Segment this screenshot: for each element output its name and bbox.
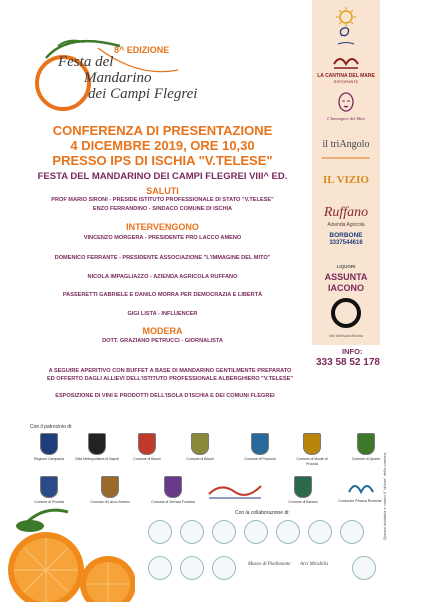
patron-crest: [281, 476, 325, 505]
crest-icon: [40, 476, 58, 498]
patron-graphic-icon: [205, 480, 265, 500]
triangolo-line-icon: [320, 155, 372, 161]
vizio-label: IL VIZIO: [323, 174, 369, 186]
info-label: INFO:: [342, 347, 363, 356]
partner-logo-icon: [180, 520, 204, 544]
iacono-label: IACONO: [328, 283, 364, 293]
partner-logo-icon: [244, 520, 268, 544]
crest-icon: [191, 433, 209, 455]
edition-label: 8^ EDIZIONE: [114, 45, 170, 55]
partner-logo-icon: [148, 520, 172, 544]
crest-icon: [164, 476, 182, 498]
intervento-item: VINCENZO MORGERA - PRESIDENTE PRO LACCO AMENO: [83, 235, 242, 241]
exhibition-note: ESPOSIZIONE DI VINI E PRODOTTI DELL'ISOLA D'ISCHIA E DEI COMUNI FLEGREI: [55, 393, 275, 399]
crest-icon: [303, 433, 321, 455]
partner-logo-icon: [212, 520, 236, 544]
patron-caption: Comune di Serrara Fontana: [151, 500, 195, 504]
saluti-heading: SALUTI: [146, 186, 179, 196]
modera-heading: MODERA: [142, 326, 183, 336]
ruffano-sub: Azienda Agricola: [327, 222, 365, 228]
patron-caption: Regione Campania: [34, 457, 64, 461]
patron-caption: Comune di Quarto: [351, 457, 381, 461]
patron-crest: [75, 433, 119, 462]
partner-logo-icon: [352, 556, 376, 580]
crest-icon: [251, 433, 269, 455]
saluti-item: ENZO FERRANDINO - SINDACO COMUNE DI ISCHIA: [92, 206, 233, 212]
mandarin-oranges-icon: [0, 500, 135, 602]
partner-wordmark: Museo di Piedimonte: [248, 562, 291, 567]
triangolo-label: il triAngolo: [322, 139, 370, 150]
ruffano-label: Ruffano: [323, 205, 369, 220]
event-name-line1: Festa del: [58, 54, 114, 70]
event-name-line2: Mandarino: [84, 70, 152, 86]
partner-logo-icon: [180, 556, 204, 580]
collaboration-label: Con la collaborazione di:: [235, 510, 290, 516]
crest-icon: [294, 476, 312, 498]
conference-datetime: 4 DICEMBRE 2019, ORE 10,30: [70, 138, 255, 153]
assunta-label: ASSUNTA: [324, 272, 368, 282]
event-name-line3: dei Campi Flegrei: [88, 86, 198, 102]
partner-logo-icon: [340, 520, 364, 544]
patron-caption: Comune di Lacco Ameno: [90, 500, 130, 504]
borbone-label: BORBONE: [329, 232, 363, 239]
sun-spiral-icon: [328, 6, 364, 48]
intervento-item: NICOLA IMPAGLIAZZO - AZIENDA AGRICOLA RUFFANO: [87, 274, 238, 280]
partner-wordmark: Arci Mirabilis: [300, 562, 329, 567]
patron-crest: [178, 433, 222, 462]
partner-logo-icon: [212, 556, 236, 580]
patron-crest: [344, 433, 388, 462]
crest-icon: [138, 433, 156, 455]
patron-caption: Comune di Barano: [288, 500, 318, 504]
cantina-del-mare-icon: [332, 50, 360, 70]
patron-caption: Comune di Bacoli: [186, 457, 214, 461]
info-phone: 333 58 52 178: [316, 357, 380, 368]
patron-caption: Comune di Bacoli: [133, 457, 161, 461]
buffet-line: ED OFFERTO DAGLI ALLIEVI DELL'ISTITUTO PROFESSIONALE ALBERGHIERO "V.TELESE": [46, 376, 294, 382]
saluti-item: PROF MARIO SIRONI - PRESIDE ISTITUTO PROFESSIONALE DI STATO "V.TELESE": [51, 197, 274, 203]
patron-caption: Comune di Procida: [34, 500, 64, 504]
cantina-sub: RISTORANTE: [333, 80, 359, 84]
liquori-label: LIQUORI: [336, 264, 356, 269]
cantina-name: LA CANTINA DEL MARE: [317, 73, 375, 79]
patronage-label: Con il patrocinio di:: [30, 424, 73, 430]
patron-crest: [151, 476, 195, 505]
crest-icon: [101, 476, 119, 498]
patron-crest: [125, 433, 169, 462]
crest-icon: [357, 433, 375, 455]
vertical-note: Questa iniziativa è contro il "dolore" della carriera.: [382, 451, 387, 540]
partner-logo-icon: [276, 520, 300, 544]
patron-crest: [27, 433, 71, 462]
ring-logo-icon: [330, 296, 362, 330]
crest-icon: [88, 433, 106, 455]
conference-title: CONFERENZA DI PRESENTAZIONE: [52, 123, 273, 138]
buffet-note: [40, 367, 300, 383]
mito-label: L'Immagine del Mito: [327, 116, 365, 121]
moderator-name: DOTT. GRAZIANO PETRUCCI - GIORNALISTA: [102, 338, 223, 344]
mito-face-icon: [336, 92, 356, 114]
crest-icon: [40, 433, 58, 455]
consorzio-icon: [346, 478, 376, 496]
intervento-item: PASSERETTI GABRIELE E DANILO MORRA PER DEMOCRAZIA E LIBERTÀ: [62, 292, 263, 298]
patron-caption: Comune di Pozzuoli: [244, 457, 276, 461]
intervento-item: GIGI LISTA - INFLUENCER: [127, 311, 198, 317]
interventi-heading: INTERVENGONO: [126, 222, 199, 232]
partner-logo-icon: [308, 520, 332, 544]
buffet-line: A SEGUIRE APERITIVO CON BUFFET A BASE DI MANDARINO GENTILMENTE PREPARATO: [48, 368, 292, 374]
patron-caption: Comune di Monte di Procida: [296, 457, 328, 466]
sponsor-sidebar: [312, 0, 380, 345]
conference-venue: PRESSO IPS DI ISCHIA "V.TELESE": [52, 153, 273, 168]
patron-caption: Città Metropolitana di Napoli: [75, 457, 119, 461]
borbone-phone: 3337544616: [329, 240, 363, 246]
patron-crest: [238, 433, 282, 462]
festival-line: FESTA DEL MANDARINO DEI CAMPI FLEGREI VIII^ ED.: [37, 171, 288, 182]
partner-logo-icon: [148, 556, 172, 580]
patron-caption-block: [338, 497, 382, 504]
vini-label: Vini dell'isola d'Ischia: [329, 334, 363, 338]
patron-crest: [290, 433, 334, 466]
patron-caption: Consorzio Pesaca Ricerche: [338, 499, 382, 503]
intervento-item: DOMENICO FERRANTE - PRESIDENTE ASSOCIAZIONE "L'IMMAGINE DEL MITO": [54, 255, 271, 261]
